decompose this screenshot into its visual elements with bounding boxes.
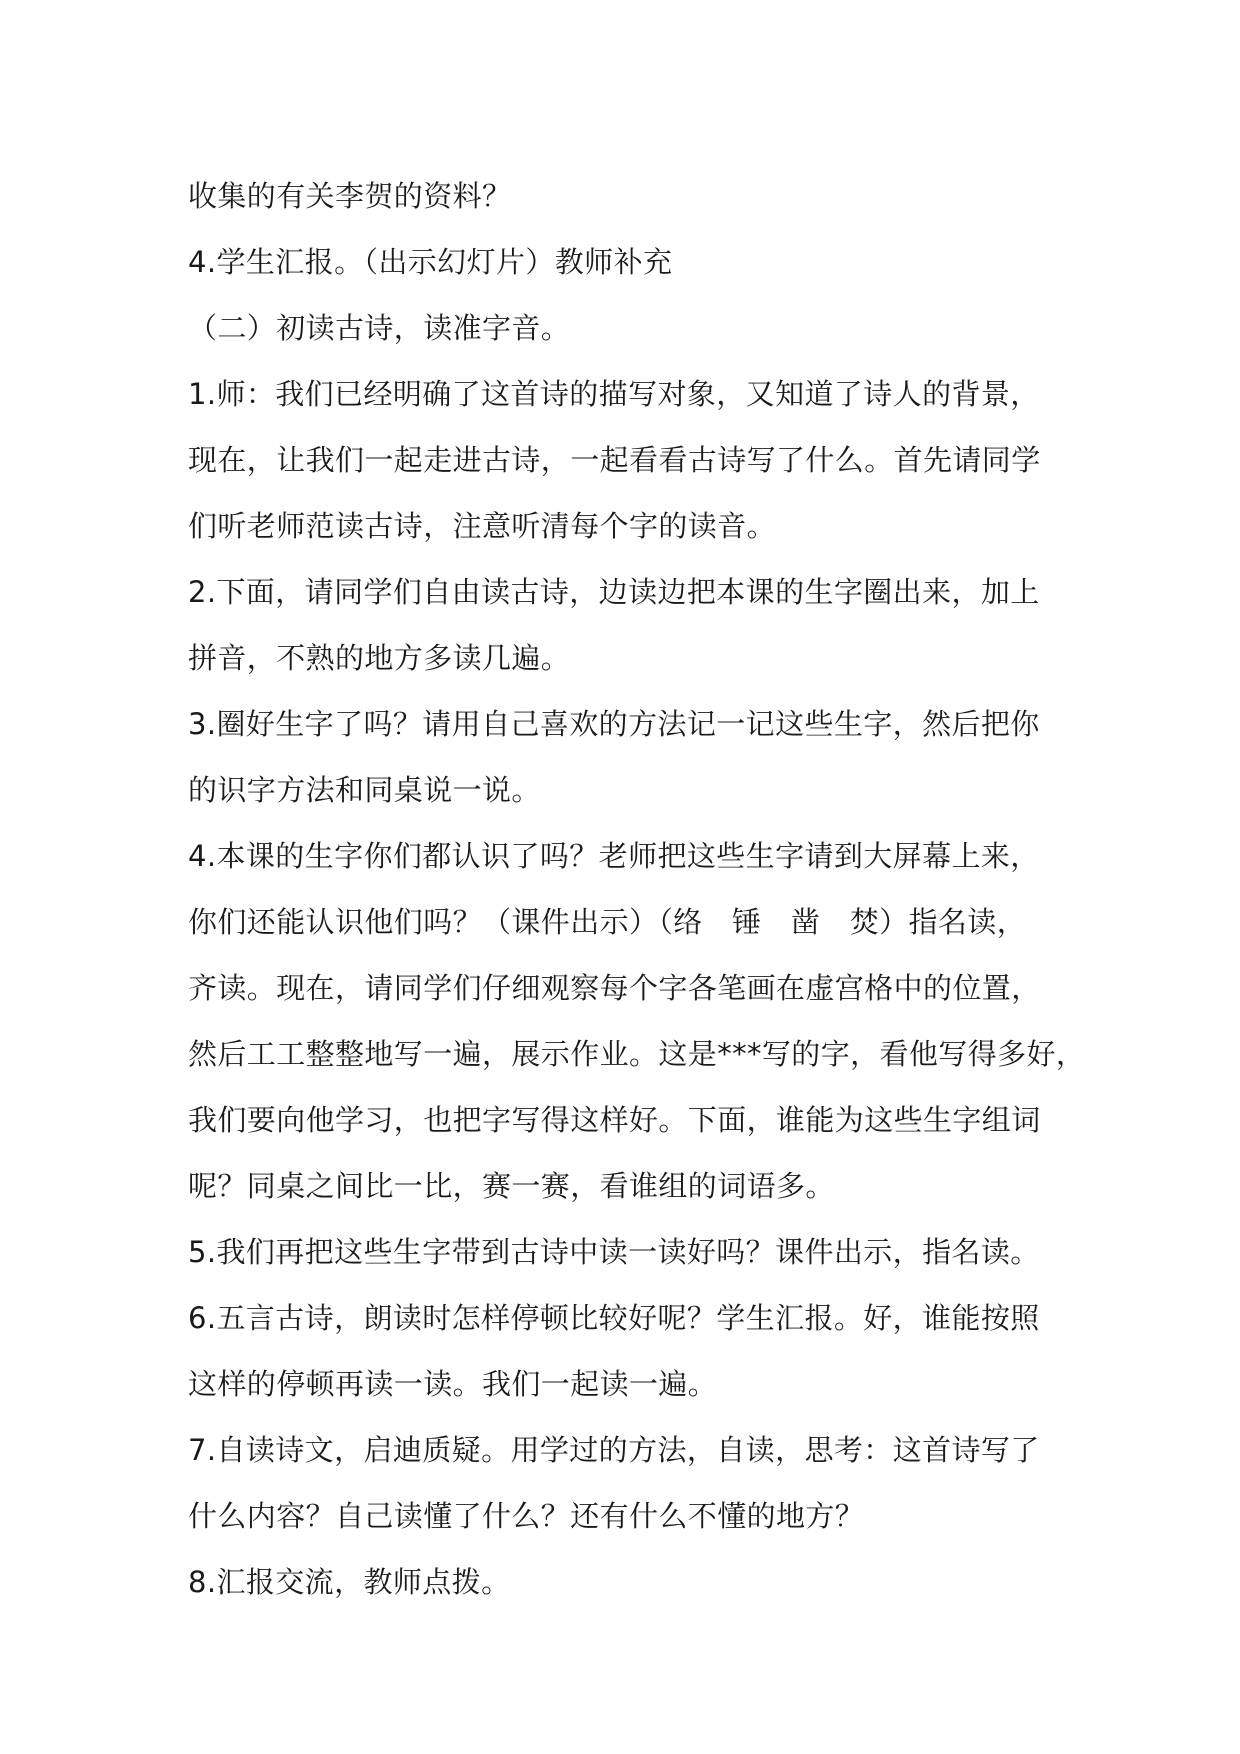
text-line: 现在，让我们一起走进古诗，一起看看古诗写了什么。首先请同学 xyxy=(188,443,1041,477)
text-line: 6.五言古诗，朗读时怎样停顿比较好呢？学生汇报。好，谁能按照 xyxy=(188,1301,1040,1335)
text-line: 你们还能认识他们吗？（课件出示）（络 锤 凿 焚）指名读， xyxy=(188,905,1027,939)
text-line: 然后工工整整地写一遍，展示作业。这是***写的字，看他写得多好， xyxy=(188,1037,1086,1071)
text-line: 3.圈好生字了吗？请用自己喜欢的方法记一记这些生字，然后把你 xyxy=(188,707,1040,741)
text-line: 们听老师范读古诗，注意听清每个字的读音。 xyxy=(188,509,777,543)
text-line: 2.下面，请同学们自由读古诗，边读边把本课的生字圈出来，加上 xyxy=(188,575,1040,609)
text-line: 7.自读诗文，启迪质疑。用学过的方法，自读，思考：这首诗写了 xyxy=(188,1433,1040,1467)
section-heading: （二）初读古诗，读准字音。 xyxy=(188,311,571,345)
text-line: 4.本课的生字你们都认识了吗？老师把这些生字请到大屏幕上来， xyxy=(188,839,1040,873)
text-line: 拼音，不熟的地方多读几遍。 xyxy=(188,641,571,675)
text-line: 呢？同桌之间比一比，赛一赛，看谁组的词语多。 xyxy=(188,1169,835,1203)
text-line: 齐读。现在，请同学们仔细观察每个字各笔画在虚宫格中的位置， xyxy=(188,971,1041,1005)
text-line: 5.我们再把这些生字带到古诗中读一读好吗？课件出示，指名读。 xyxy=(188,1235,1040,1269)
text-line: 什么内容？自己读懂了什么？还有什么不懂的地方？ xyxy=(188,1499,865,1533)
text-line: 的识字方法和同桌说一说。 xyxy=(188,773,541,807)
text-line: 收集的有关李贺的资料？ xyxy=(188,179,512,213)
text-line: 4.学生汇报。（出示幻灯片）教师补充 xyxy=(188,245,673,279)
text-line: 8.汇报交流，教师点拨。 xyxy=(188,1565,511,1599)
text-line: 1.师：我们已经明确了这首诗的描写对象，又知道了诗人的背景， xyxy=(188,377,1040,411)
text-line: 我们要向他学习，也把字写得这样好。下面，谁能为这些生字组词 xyxy=(188,1103,1041,1137)
text-line: 这样的停顿再读一读。我们一起读一遍。 xyxy=(188,1367,718,1401)
